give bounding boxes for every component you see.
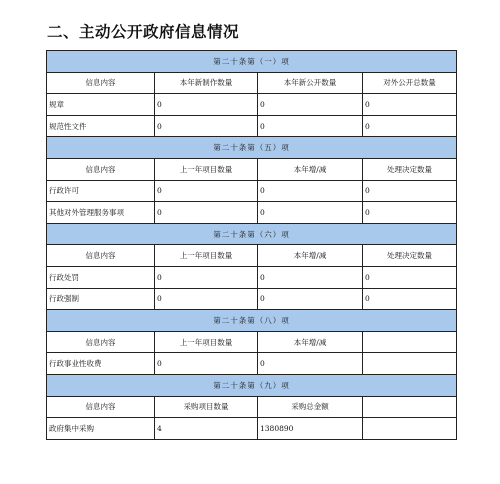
column-header-row xyxy=(47,331,457,353)
table-cell xyxy=(363,418,457,440)
column-header: 信息内容 xyxy=(47,158,155,180)
column-header: 本年新制作数量 xyxy=(155,72,258,94)
table-cell: 0 xyxy=(258,115,363,137)
section-heading-row xyxy=(47,51,457,73)
column-header: 采购总金额 xyxy=(258,396,363,418)
column-header: 信息内容 xyxy=(47,396,155,418)
column-header: 处理决定数量 xyxy=(363,245,457,267)
column-header: 上一年项目数量 xyxy=(155,245,258,267)
table-row xyxy=(47,418,457,440)
section-heading: 第二十条第（一）项 xyxy=(47,51,457,73)
section-heading-row xyxy=(47,137,457,159)
table-cell: 0 xyxy=(155,180,258,202)
column-header: 对外公开总数量 xyxy=(363,72,457,94)
table-cell: 0 xyxy=(258,94,363,116)
table-cell xyxy=(363,353,457,375)
table-cell: 0 xyxy=(258,353,363,375)
table-row xyxy=(47,94,457,116)
table-cell: 政府集中采购 xyxy=(47,418,155,440)
disclosure-table xyxy=(46,50,457,440)
table-cell: 0 xyxy=(363,288,457,310)
table-cell: 行政处罚 xyxy=(47,266,155,288)
table-cell: 0 xyxy=(155,266,258,288)
column-header-row xyxy=(47,72,457,94)
table-cell: 0 xyxy=(155,115,258,137)
column-header-row xyxy=(47,396,457,418)
column-header: 信息内容 xyxy=(47,245,155,267)
table-cell: 规章 xyxy=(47,94,155,116)
table-cell: 0 xyxy=(363,94,457,116)
table-cell: 0 xyxy=(258,288,363,310)
table-cell: 0 xyxy=(258,266,363,288)
column-header-row xyxy=(47,158,457,180)
table-cell: 0 xyxy=(363,115,457,137)
column-header: 采购项目数量 xyxy=(155,396,258,418)
column-header: 本年增/减 xyxy=(258,331,363,353)
table-row xyxy=(47,202,457,224)
section-heading: 第二十条第（五）项 xyxy=(47,137,457,159)
section-heading: 第二十条第（八）项 xyxy=(47,310,457,332)
column-header-row xyxy=(47,245,457,267)
table-cell: 行政事业性收费 xyxy=(47,353,155,375)
table-row xyxy=(47,288,457,310)
section-heading-row xyxy=(47,310,457,332)
table-cell: 规范性文件 xyxy=(47,115,155,137)
section-heading: 第二十条第（九）项 xyxy=(47,374,457,396)
column-header: 信息内容 xyxy=(47,72,155,94)
column-header: 处理决定数量 xyxy=(363,158,457,180)
table-cell: 行政强制 xyxy=(47,288,155,310)
column-header: 本年增/减 xyxy=(258,245,363,267)
column-header: 上一年项目数量 xyxy=(155,331,258,353)
section-heading-row xyxy=(47,374,457,396)
column-header xyxy=(363,396,457,418)
table-cell: 0 xyxy=(363,180,457,202)
table-cell: 4 xyxy=(155,418,258,440)
table-cell: 其他对外管理服务事项 xyxy=(47,202,155,224)
section-heading-row xyxy=(47,223,457,245)
table-row xyxy=(47,353,457,375)
table-cell: 0 xyxy=(258,180,363,202)
table-row xyxy=(47,115,457,137)
table-cell: 0 xyxy=(258,202,363,224)
table-cell: 行政许可 xyxy=(47,180,155,202)
table-cell: 0 xyxy=(155,202,258,224)
column-header: 上一年项目数量 xyxy=(155,158,258,180)
column-header: 信息内容 xyxy=(47,331,155,353)
table-cell: 0 xyxy=(155,353,258,375)
column-header: 本年新公开数量 xyxy=(258,72,363,94)
page-title: 二、主动公开政府信息情况 xyxy=(47,22,240,41)
table-row xyxy=(47,180,457,202)
column-header: 本年增/减 xyxy=(258,158,363,180)
section-heading: 第二十条第（六）项 xyxy=(47,223,457,245)
table-cell: 0 xyxy=(155,288,258,310)
table-cell: 0 xyxy=(155,94,258,116)
table-cell: 0 xyxy=(363,202,457,224)
table-cell: 1380890 xyxy=(258,418,363,440)
table-row xyxy=(47,266,457,288)
table-cell: 0 xyxy=(363,266,457,288)
column-header xyxy=(363,331,457,353)
